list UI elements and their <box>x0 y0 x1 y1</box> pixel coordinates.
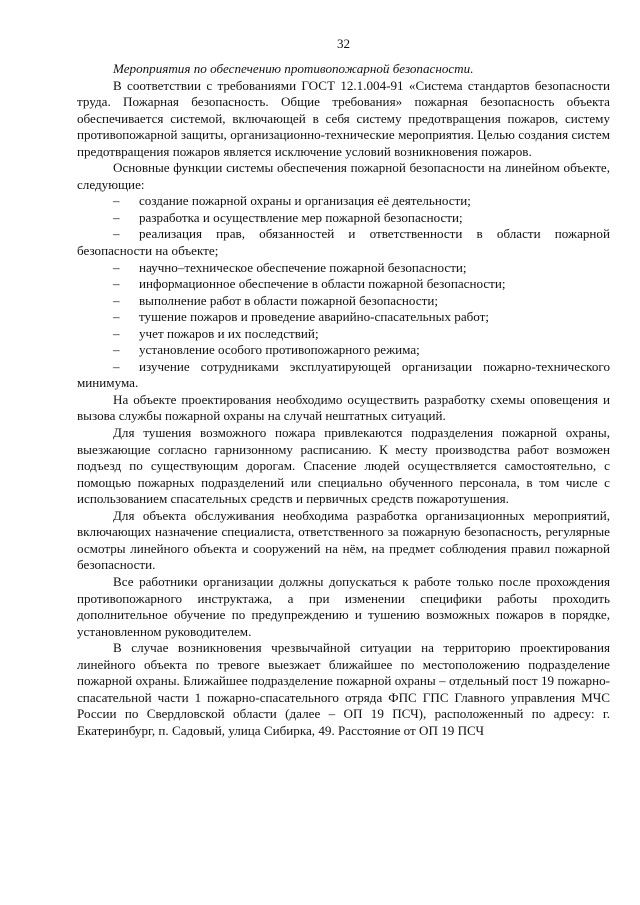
list-item-text: изучение сотрудниками эксплуатирующей организации пожарно-технического минимума. <box>77 358 610 391</box>
list-dash: – <box>113 325 120 341</box>
list-item <box>77 293 610 310</box>
list-item-text: реализация прав, обязанностей и ответственности в области пожарной безопасности на объекте; <box>77 226 610 259</box>
list-item <box>77 260 610 277</box>
list-item-text: информационное обеспечение в области пожарной безопасности; <box>139 276 506 292</box>
list-item <box>77 309 610 326</box>
paragraph-emergency-response: В случае возникновения чрезвычайной ситуации на территорию проектирования линейного объекта по тревоге выезжает ближайшее по местоположению подразделение пожарной охраны. Ближайшее подразделение пожарной охраны – отдельный пост 19 пожарно-спасательной части 1 пожарно-спасательного отряда ФПС ГПС Главного управления МЧС России по Свердловской области (далее – ОП 19 ПСЧ), расположенный по адресу: г. Екатеринбург, п. Садовый, улица Сибирка, 49. Расстояние от ОП 19 ПСЧ <box>77 640 610 738</box>
list-item <box>77 342 610 359</box>
list-item <box>77 193 610 210</box>
list-item-text: создание пожарной охраны и организация её деятельности; <box>139 193 471 209</box>
list-dash: – <box>113 259 120 275</box>
list-item <box>77 210 610 227</box>
list-dash: – <box>113 292 120 308</box>
list-item-text: тушение пожаров и проведение аварийно-спасательных работ; <box>139 309 490 325</box>
paragraph-notification-scheme: На объекте проектирования необходимо осуществить разработку схемы оповещения и вызова службы пожарной охраны на случай нештатных ситуаций. <box>77 391 610 424</box>
list-item-text: разработка и осуществление мер пожарной безопасности; <box>139 209 463 225</box>
list-dash: – <box>113 358 120 374</box>
list-item <box>77 276 610 293</box>
list-item <box>77 226 610 259</box>
list-item-text: установление особого противопожарного режима; <box>139 342 420 358</box>
paragraph-main-functions: Основные функции системы обеспечения пожарной безопасности на линейном объекте, следующие: <box>77 160 610 192</box>
section-heading: Мероприятия по обеспечению противопожарной безопасности. <box>113 61 474 76</box>
list-item-text: научно–техническое обеспечение пожарной безопасности; <box>139 259 467 275</box>
list-dash: – <box>113 309 120 325</box>
list-item-text: выполнение работ в области пожарной безопасности; <box>139 292 438 308</box>
list-item <box>77 359 610 392</box>
list-item-text: учет пожаров и их последствий; <box>139 325 319 341</box>
list-dash: – <box>113 193 120 209</box>
paragraph-firefighting: Для тушения возможного пожара привлекаются подразделения пожарной охраны, выезжающие согласно гарнизонному расписанию. К месту производства работ возможен подъезд по существующим дорогам. Спасение людей осуществляется самостоятельно, с помощью пожарных подразделений или специально обученного персонала, в том числе с использованием спасательных средств и первичных средств пожаротушения. <box>77 425 610 507</box>
list-dash: – <box>113 209 120 225</box>
paragraph-gost-requirements: В соответствии с требованиями ГОСТ 12.1.004-91 «Система стандартов безопасности труда. Пожарная безопасность. Общие требования» пожарная безопасность объекта обеспечивается системой, включающей в себя систему предотвращения пожаров, систему противопожарной защиты, организационно-технические мероприятия. Целью создания систем предотвращения пожаров является исключение условий возникновения пожаров. <box>77 77 610 159</box>
list-dash: – <box>113 342 120 358</box>
paragraph-fire-briefing: Все работники организации должны допускаться к работе только после прохождения противопожарного инструктажа, а при изменении специфики работы проходить дополнительное обучение по предупреждению и тушению возможных пожаров в порядке, установленном руководителем. <box>77 573 610 639</box>
functions-list <box>77 193 610 392</box>
paragraph-organizational-measures: Для объекта обслуживания необходима разработка организационных мероприятий, включающих назначение специалиста, ответственного за пожарную безопасность, регулярные осмотры линейного объекта и сооружений на нём, на предмет соблюдения правил пожарной безопасности. <box>77 507 610 573</box>
list-item <box>77 326 610 343</box>
document-page <box>77 36 610 739</box>
page-number: 32 <box>336 36 351 51</box>
list-dash: – <box>113 226 120 242</box>
list-dash: – <box>113 276 120 292</box>
